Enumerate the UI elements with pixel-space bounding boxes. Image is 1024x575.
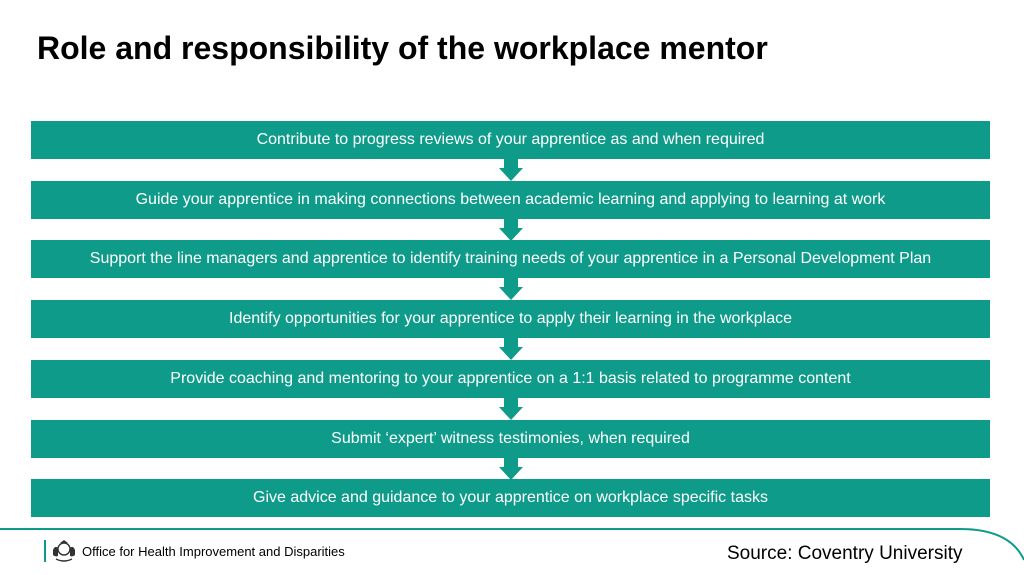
flow-step-2: Guide your apprentice in making connections between academic learning and applying to learning at work: [31, 181, 990, 219]
flow-step-6: Submit ‘expert’ witness testimonies, when required: [31, 420, 990, 458]
flow-step-1: Contribute to progress reviews of your apprentice as and when required: [31, 121, 990, 159]
royal-crest-icon: [51, 539, 77, 563]
down-arrow-icon: [499, 336, 523, 360]
source-citation: Source: Coventry University: [727, 543, 963, 564]
down-arrow-icon: [499, 217, 523, 241]
down-arrow-icon: [499, 157, 523, 181]
down-arrow-icon: [499, 276, 523, 300]
flow-step-4: Identify opportunities for your apprentice to apply their learning in the workplace: [31, 300, 990, 338]
down-arrow-icon: [499, 396, 523, 420]
down-arrow-icon: [499, 456, 523, 480]
flow-step-7: Give advice and guidance to your apprentice on workplace specific tasks: [31, 479, 990, 517]
organisation-name: Office for Health Improvement and Disparities: [82, 544, 345, 559]
flow-step-5: Provide coaching and mentoring to your apprentice on a 1:1 basis related to programme content: [31, 360, 990, 398]
page-title: Role and responsibility of the workplace mentor: [37, 30, 768, 66]
logo-divider: [44, 540, 46, 562]
flow-step-3: Support the line managers and apprentice to identify training needs of your apprentice in a Personal Development Plan: [31, 240, 990, 278]
